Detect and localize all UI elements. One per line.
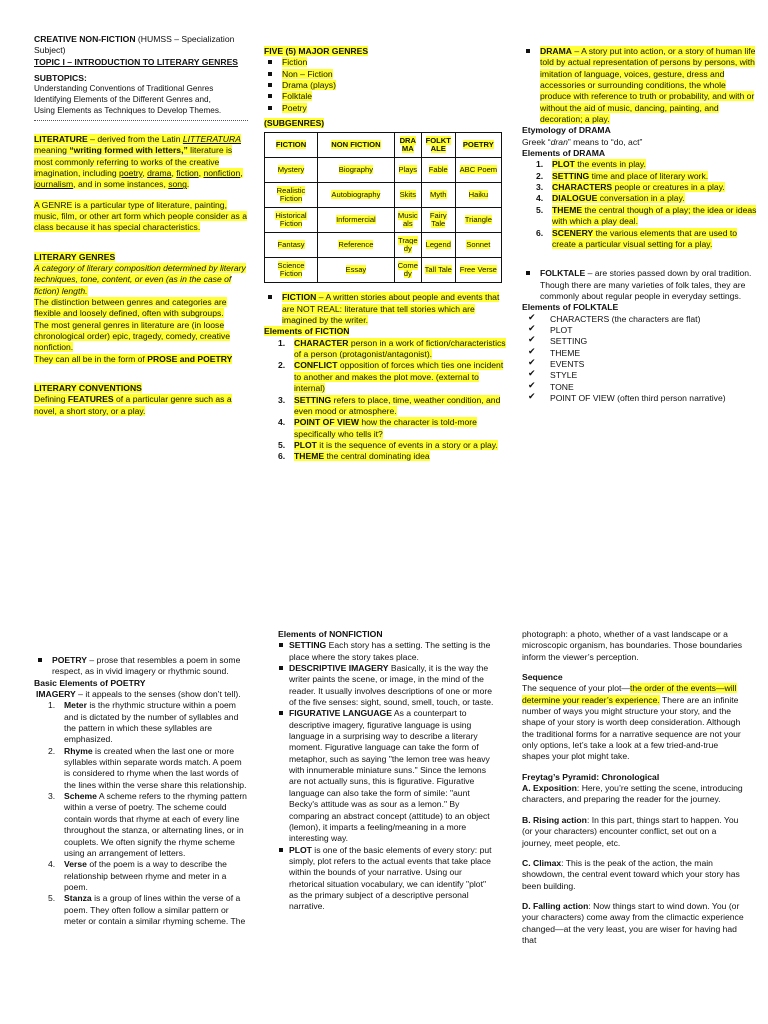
fiction-bullet bbox=[264, 292, 508, 326]
table-header-cell: FOLKT ALE bbox=[421, 133, 455, 158]
check-icon: ✔ bbox=[528, 391, 536, 402]
table-cell: Fairy Tale bbox=[421, 208, 455, 233]
poetry-elements-list bbox=[34, 700, 250, 927]
table-cell: Sonnet bbox=[455, 233, 501, 258]
sequence-heading: Sequence bbox=[522, 672, 563, 683]
table-row bbox=[265, 258, 502, 283]
table-cell: Informercial bbox=[318, 208, 395, 233]
pyramid-heading: Freytag’s Pyramid: Chronological bbox=[522, 771, 660, 782]
p2-column-2 bbox=[278, 629, 494, 913]
list-item: 4. DIALOGUE conversation in a play. bbox=[536, 193, 685, 204]
literary-genres-p2: The most general genres in literature are (in loose chronological order) epic, tragedy, comedy, creative nonfiction. bbox=[34, 319, 230, 353]
table-cell: Come dy bbox=[394, 258, 421, 283]
table-cell: ABC Poem bbox=[455, 158, 501, 183]
drama-etymology-text: Greek “dran” means to “do, act” bbox=[522, 136, 643, 147]
sequence-paragraph: The sequence of your plot—the order of the events—will determine your reader’s experience. There are an infinite number of ways you might structure your story, and the shape of your story is worth deep consideration. Although the traditional forms for a narrative sequence are not your only options, let’s take a look at a few tried-and-true shapes your plot might take. bbox=[522, 683, 741, 762]
literary-genres-heading: LITERARY GENRES bbox=[34, 251, 116, 262]
list-item: SETTING Each story has a setting. The setting is the place where the story takes place. bbox=[278, 640, 494, 663]
literary-genres-p1: The distinction between genres and categories are flexible and loosely defined, often with subgroups. bbox=[34, 296, 227, 319]
table-cell: Science Fiction bbox=[265, 258, 318, 283]
fiction-elements-list bbox=[264, 338, 508, 463]
table-cell: Haiku bbox=[455, 183, 501, 208]
list-item: 5. PLOT it is the sequence of events in a story or a play. bbox=[278, 439, 498, 450]
list-item: ✔ CHARACTERS (the characters are flat) bbox=[528, 312, 701, 324]
list-item: FIGURATIVE LANGUAGE As a counterpart to descriptive imagery, figurative language is using language in a surprising way to describe a literary moment. Figurative language can take the form of metaphor, such as saying "the lemon tree was heavy with innumerable miniature suns." Since the lemons are not actually suns, this is figurative. Figurative language can also take the form of simile: "aunt Becky's attitude was as sour as a lemon." By comparing an abstract concept (attitude) to an object (lemon), it imparts a feeling/meaning in a more interesting way. bbox=[278, 708, 494, 844]
p1-column-3 bbox=[522, 46, 758, 404]
p1-column-1 bbox=[34, 34, 248, 417]
table-cell: Fantasy bbox=[265, 233, 318, 258]
list-item: ✔ POINT OF VIEW (often third person narrative) bbox=[528, 391, 726, 403]
list-item: 1. CHARACTER person in a work of fiction/characteristics of a person (protagonist/antagonist). bbox=[278, 337, 506, 360]
climax-paragraph: C. Climax: This is the peak of the action, the main showdown, the central event toward which your story has been building. bbox=[522, 857, 740, 891]
drama-elements-heading: Elements of DRAMA bbox=[522, 148, 606, 159]
list-item: FICTION – A written stories about people and events that are NOT REAL: literature that tell stories which are imagined by the writer. bbox=[264, 292, 508, 326]
five-genres-list bbox=[264, 57, 508, 114]
subtopics-label: SUBTOPICS: bbox=[34, 73, 87, 84]
subtopic-2: Identifying Elements of the Different Genres and, bbox=[34, 95, 211, 105]
table-cell: Skits bbox=[394, 183, 421, 208]
table-cell: Free Verse bbox=[455, 258, 501, 283]
list-item: 4. POINT OF VIEW how the character is told-more specifically who tells it? bbox=[278, 417, 477, 439]
table-cell: Music als bbox=[394, 208, 421, 233]
table-cell: Mystery bbox=[265, 158, 318, 183]
list-item: 2. SETTING time and place of literary work. bbox=[536, 170, 709, 181]
subtopic-3: Using Elements as Techniques to Develop Themes. bbox=[34, 106, 222, 116]
folktale-elements-heading: Elements of FOLKTALE bbox=[522, 302, 619, 313]
table-header-cell: NON FICTION bbox=[318, 133, 395, 158]
list-item: 3. CHARACTERS people or creatures in a play. bbox=[536, 182, 725, 193]
table-header-cell: POETRY bbox=[455, 133, 501, 158]
list-item: Poetry bbox=[264, 103, 508, 114]
table-row bbox=[265, 233, 502, 258]
nonfiction-elements-list bbox=[278, 640, 494, 912]
table-cell: Historical Fiction bbox=[265, 208, 318, 233]
drama-elements-list bbox=[522, 159, 758, 250]
list-item: 1. Meter is the rhythmic structure within a poem and is dictated by the number of syllables and the pattern in which these syllables are emphasized. bbox=[48, 700, 239, 745]
poetry-elements-heading: Basic Elements of POETRY bbox=[34, 677, 146, 688]
five-genres-heading: FIVE (5) MAJOR GENRES bbox=[264, 46, 369, 56]
table-cell: Reference bbox=[318, 233, 395, 258]
list-item: 3. SETTING refers to place, time, weather condition, and even mood or atmosphere. bbox=[278, 394, 501, 416]
list-item: 2. Rhyme is created when the last one or more syllables within separate words match. A poem is considered to rhyme when the last words of the lines within the verse share this relationship. bbox=[48, 745, 247, 790]
table-cell: Realistic Fiction bbox=[265, 183, 318, 208]
check-icon: ✔ bbox=[528, 369, 536, 380]
table-cell: Essay bbox=[318, 258, 395, 283]
check-icon: ✔ bbox=[528, 380, 536, 391]
topic-heading: TOPIC I – INTRODUCTION TO LITERARY GENRES bbox=[34, 56, 239, 67]
drama-etymology-heading: Etymology of DRAMA bbox=[522, 125, 611, 136]
table-cell: Autobiography bbox=[318, 183, 395, 208]
list-item: Fiction bbox=[264, 57, 508, 68]
list-item: 4. Verse of the poem is a way to describe the relationship between rhyme and meter in a poem. bbox=[48, 859, 227, 892]
table-cell: Tall Tale bbox=[421, 258, 455, 283]
list-item: 5. Stanza is a group of lines within the verse of a poem. They often follow a similar pattern or meter or contain a similar rhyming scheme. The bbox=[48, 893, 246, 926]
falling-action-paragraph: D. Falling action: Now things start to wind down. You (or your characters) come away from the climactic experience changed—at the very least, you are wiser for having had that bbox=[522, 900, 744, 945]
literary-conventions-text: Defining FEATURES of a particular genre such as a novel, a short story, or a play. bbox=[34, 394, 232, 416]
list-item: DESCRIPTIVE IMAGERY Basically, it is the way the writer paints the scene, or image, in the mind of the reader. It usually involves descriptions of one or more of the five senses: sight, sound, smell, touch, or taste. bbox=[278, 663, 494, 708]
imagery-text bbox=[34, 689, 250, 700]
table-cell: Triangle bbox=[455, 208, 501, 233]
list-item: ✔ TONE bbox=[528, 380, 574, 392]
list-item: Drama (plays) bbox=[264, 80, 508, 91]
check-icon: ✔ bbox=[528, 335, 536, 346]
table-header-cell: FICTION bbox=[265, 133, 318, 158]
drama-bullet bbox=[522, 46, 758, 125]
check-icon: ✔ bbox=[528, 346, 536, 357]
genre-paragraph: A GENRE is a particular type of literature, painting, music, film, or other art form which people consider as a class because it has special characteristics. bbox=[34, 199, 248, 233]
list-item: 3. Scheme A scheme refers to the rhyming pattern within a verse of poetry. The scheme could contain words that rhyme at each of every line throughout the stanza, or alternating lines, or in couplets. We often signify the rhyme scheme using an arrangement of letters. bbox=[48, 791, 247, 858]
p2-column-3 bbox=[522, 629, 746, 946]
literary-genres-p3: They can all be in the form of PROSE and POETRY bbox=[34, 353, 233, 364]
check-icon: ✔ bbox=[528, 323, 536, 334]
folktale-elements-list bbox=[522, 314, 758, 405]
list-item: POETRY – prose that resembles a poem in some respect, as in vivid imagery or rhythmic sound. bbox=[34, 655, 250, 678]
photograph-paragraph: photograph: a photo, whether of a vast landscape or a microscopic organism, has boundaries. Those boundaries inform the viewer’s perception. bbox=[522, 629, 743, 662]
imagery-definition: – it appeals to the senses (show don’t tell). bbox=[75, 689, 241, 700]
table-cell: Legend bbox=[421, 233, 455, 258]
literature-paragraph: LITERATURE – derived from the Latin LITTERATURA meaning “writing formed with letters,” literature is most commonly referring to works of the creative imagination, including poetry, drama, fiction, nonfiction, journalism, and in some instances, song. bbox=[34, 133, 243, 190]
list-item: 2. CONFLICT opposition of forces which ties one incident to another and makes the plot move. (external to internal) bbox=[278, 360, 504, 394]
table-row bbox=[265, 183, 502, 208]
subgenres-label: (SUBGENRES) bbox=[264, 118, 325, 129]
literary-genres-definition: A category of literary composition determined by literary techniques, tone, content, or even (as in the case of fiction) length. bbox=[34, 262, 246, 296]
list-item: ✔ PLOT bbox=[528, 323, 573, 335]
list-item: Folktale bbox=[264, 91, 508, 102]
check-icon: ✔ bbox=[528, 312, 536, 323]
table-cell: Trage dy bbox=[394, 233, 421, 258]
p2-column-1 bbox=[34, 655, 250, 927]
list-item: ✔ STYLE bbox=[528, 369, 578, 381]
list-item: DRAMA – A story put into action, or a story of human life told by actual representation of persons by persons, with imitation of language, voices, gesture, dress and accessories or surrounding conditions, the whole produce with reference to truth or probability, and with or without the aid of music, dancing, painting, and decoration; a play. bbox=[522, 46, 758, 125]
exposition-paragraph: A. Exposition: Here, you’re setting the scene, introducing characters, and preparing the reader for the journey. bbox=[522, 783, 743, 805]
fiction-elements-heading: Elements of FICTION bbox=[264, 326, 350, 337]
table-cell: Myth bbox=[421, 183, 455, 208]
list-item: ✔ EVENTS bbox=[528, 357, 585, 369]
poetry-bullet bbox=[34, 655, 250, 678]
list-item: 6. THEME the central dominating idea bbox=[278, 451, 430, 462]
table-row bbox=[265, 158, 502, 183]
subgenres-table bbox=[264, 132, 502, 283]
table-header-cell: DRA MA bbox=[394, 133, 421, 158]
folktale-bullet bbox=[522, 268, 758, 302]
table-cell: Biography bbox=[318, 158, 395, 183]
p1-column-2 bbox=[264, 46, 508, 463]
dotted-divider bbox=[34, 120, 248, 121]
list-item: 6. SCENERY the various elements that are used to create a particular visual setting for a play. bbox=[536, 227, 738, 249]
list-item: ✔ THEME bbox=[528, 346, 581, 358]
list-item: FOLKTALE – are stories passed down by oral tradition. Though there are many varieties of folk tales, they are commonly about regular people in everyday settings. bbox=[522, 268, 758, 302]
table-header-row bbox=[265, 133, 502, 158]
table-row bbox=[265, 208, 502, 233]
subtopic-1: Understanding Conventions of Traditional Genres bbox=[34, 84, 214, 94]
list-item: 5. THEME the central though of a play; the idea or ideas with which a play deal. bbox=[536, 204, 757, 227]
list-item: ✔ SETTING bbox=[528, 335, 588, 347]
list-item: PLOT is one of the basic elements of every story: put simply, plot refers to the actual events that take place within the bounds of your narrative. Using our rhetorical situation vocabulary, we can identify "plot" as the primary subject of a descriptive personal narrative. bbox=[278, 845, 494, 913]
list-item: 1. PLOT the events in play. bbox=[536, 159, 646, 170]
imagery-term: IMAGERY bbox=[36, 689, 76, 700]
list-item: Non – Fiction bbox=[264, 69, 508, 80]
check-icon: ✔ bbox=[528, 357, 536, 368]
course-title: CREATIVE NON-FICTION (HUMSS – Specialization Subject) bbox=[34, 34, 235, 56]
literary-conventions-heading: LITERARY CONVENTIONS bbox=[34, 383, 142, 394]
table-cell: Plays bbox=[394, 158, 421, 183]
nonfiction-elements-heading: Elements of NONFICTION bbox=[278, 629, 383, 639]
rising-action-paragraph: B. Rising action: In this part, things start to happen. You (or your characters) encounter conflict, set out on a journey, meet people, etc. bbox=[522, 814, 739, 848]
table-cell: Fable bbox=[421, 158, 455, 183]
